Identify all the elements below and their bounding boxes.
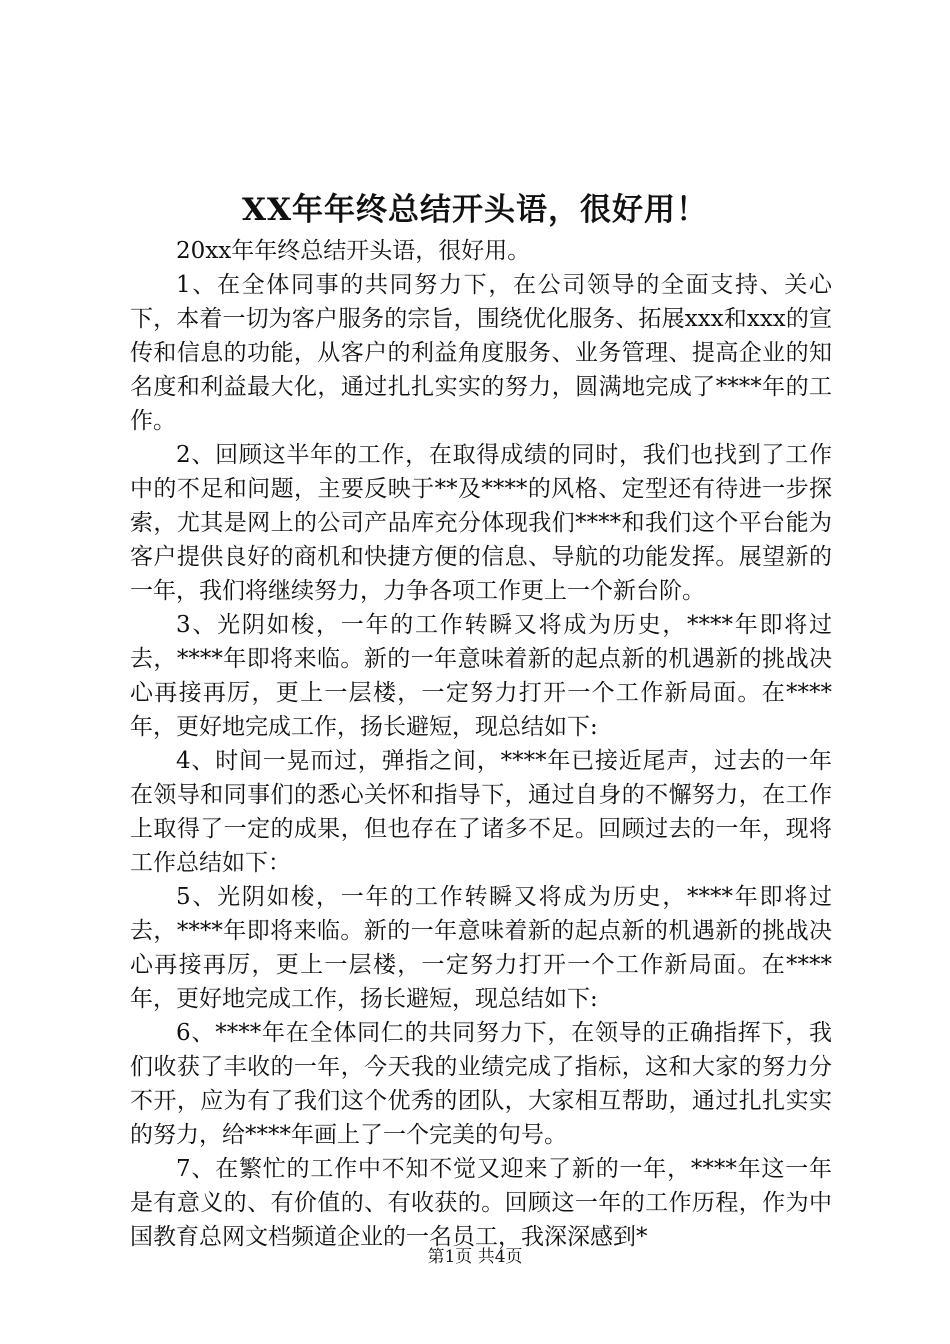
paragraph-intro: 20xx年年终总结开头语，很好用。 (176, 238, 531, 264)
paragraph-1: 1、在全体同事的共同努力下，在公司领导的全面支持、关心下，本着一切为客户服务的宗旨，围绕优化服务、拓展xxx和xxx的宣传和信息的功能，从客户的利益角度服务、业务管理、提高企业的知名度和利益最大化，通过扎扎实实的努力，圆满地完成了****年的工作。 (130, 272, 832, 434)
paragraph-4: 4、时间一晃而过，弹指之间，****年已接近尾声，过去的一年在领导和同事们的悉心关怀和指导下，通过自身的不懈努力，在工作上取得了一定的成果，但也存在了诸多不足。回顾过去的一年，现将工作总结如下： (130, 748, 832, 876)
page-number-footer: 第1页 共4页 (427, 1247, 523, 1267)
paragraph-7: 7、在繁忙的工作中不知不觉又迎来了新的一年，****年这一年是有意义的、有价值的、有收获的。回顾这一年的工作历程，作为中国教育总网文档频道企业的一名员工，我深深感到* (130, 1156, 832, 1250)
document-title: XX年年终总结开头语，很好用！ (241, 192, 709, 228)
paragraph-3: 3、光阴如梭，一年的工作转瞬又将成为历史，****年即将过去，****年即将来临。新的一年意味着新的起点新的机遇新的挑战决心再接再厉，更上一层楼，一定努力打开一个工作新局面。在****年，更好地完成工作，扬长避短，现总结如下: (130, 612, 832, 740)
document-body (130, 234, 832, 1254)
paragraph-6: 6、****年在全体同仁的共同努力下，在领导的正确指挥下，我们收获了丰收的一年，今天我的业绩完成了指标，这和大家的努力分不开，应为有了我们这个优秀的团队，大家相互帮助，通过扎扎实实的努力，给****年画上了一个完美的句号。 (130, 1020, 832, 1148)
paragraph-2: 2、回顾这半年的工作，在取得成绩的同时，我们也找到了工作中的不足和问题，主要反映于**及****的风格、定型还有待进一步探索，尤其是网上的公司产品库充分体现我们****和我们这个平台能为客户提供良好的商机和快捷方便的信息、导航的功能发挥。展望新的一年，我们将继续努力，力争各项工作更上一个新台阶。 (130, 442, 832, 604)
paragraph-5: 5、光阴如梭，一年的工作转瞬又将成为历史，****年即将过去，****年即将来临。新的一年意味着新的起点新的机遇新的挑战决心再接再厉，更上一层楼，一定努力打开一个工作新局面。在****年，更好地完成工作，扬长避短，现总结如下: (130, 884, 832, 1012)
